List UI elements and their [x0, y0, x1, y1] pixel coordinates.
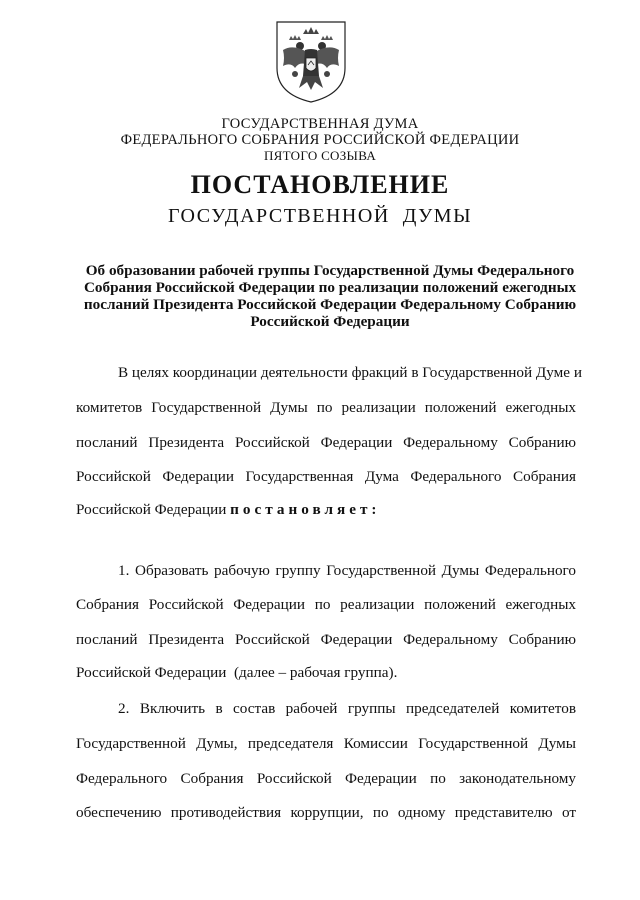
preamble-line-3: посланий Президента Российской Федерации Федеральному Собранию: [76, 434, 576, 451]
item2-line-1: 2. Включить в состав рабочей группы председателей комитетов: [118, 700, 576, 717]
convocation: ПЯТОГО СОЗЫВА: [263, 148, 377, 163]
resolves-word: постановляет: [230, 501, 372, 518]
item2-line-3: Федерального Собрания Российской Федерации по законодательному: [76, 770, 576, 787]
item1-line-4: Российской Федерации (далее – рабочая группа).: [76, 664, 398, 681]
org-name-line2: ФЕДЕРАЛЬНОГО СОБРАНИЯ РОССИЙСКОЙ ФЕДЕРАЦИИ: [120, 132, 520, 148]
subject-line-1: Об образовании рабочей группы Государственной Думы Федерального: [85, 262, 575, 279]
subject-line-3: посланий Президента Российской Федерации Федеральному Собранию: [83, 296, 577, 313]
item1-line-3: посланий Президента Российской Федерации Федеральному Собранию: [76, 631, 576, 648]
preamble-line-2: комитетов Государственной Думы по реализации положений ежегодных: [76, 399, 576, 416]
org-name-line1: ГОСУДАРСТВЕННАЯ ДУМА: [221, 116, 419, 132]
coat-of-arms-icon: [273, 18, 349, 104]
item2-line-4: обеспечению противодействия коррупции, по одному представителю от: [76, 804, 576, 821]
subject-line-2: Собрания Российской Федерации по реализации положений ежегодных: [83, 279, 577, 296]
preamble-line-4: Российской Федерации Государственная Дума Федерального Собрания: [76, 468, 576, 485]
document-title: ПОСТАНОВЛЕНИЕ: [190, 170, 450, 199]
preamble-line-5-text: Российской Федерации: [76, 501, 227, 518]
item1-line-1: 1. Образовать рабочую группу Государственной Думы Федерального: [118, 562, 576, 579]
preamble-line-5: [76, 501, 576, 519]
item2-line-2: Государственной Думы, председателя Комиссии Государственной Думы: [76, 735, 576, 752]
resolves-colon: :: [371, 501, 377, 518]
preamble-line-1: В целях координации деятельности фракций в Государственной Думе и: [118, 364, 582, 381]
document-subtitle: ГОСУДАРСТВЕННОЙ ДУМЫ: [167, 205, 473, 227]
subject-line-4: Российской Федерации: [250, 313, 410, 330]
item1-line-2: Собрания Российской Федерации по реализации положений ежегодных: [76, 596, 576, 613]
